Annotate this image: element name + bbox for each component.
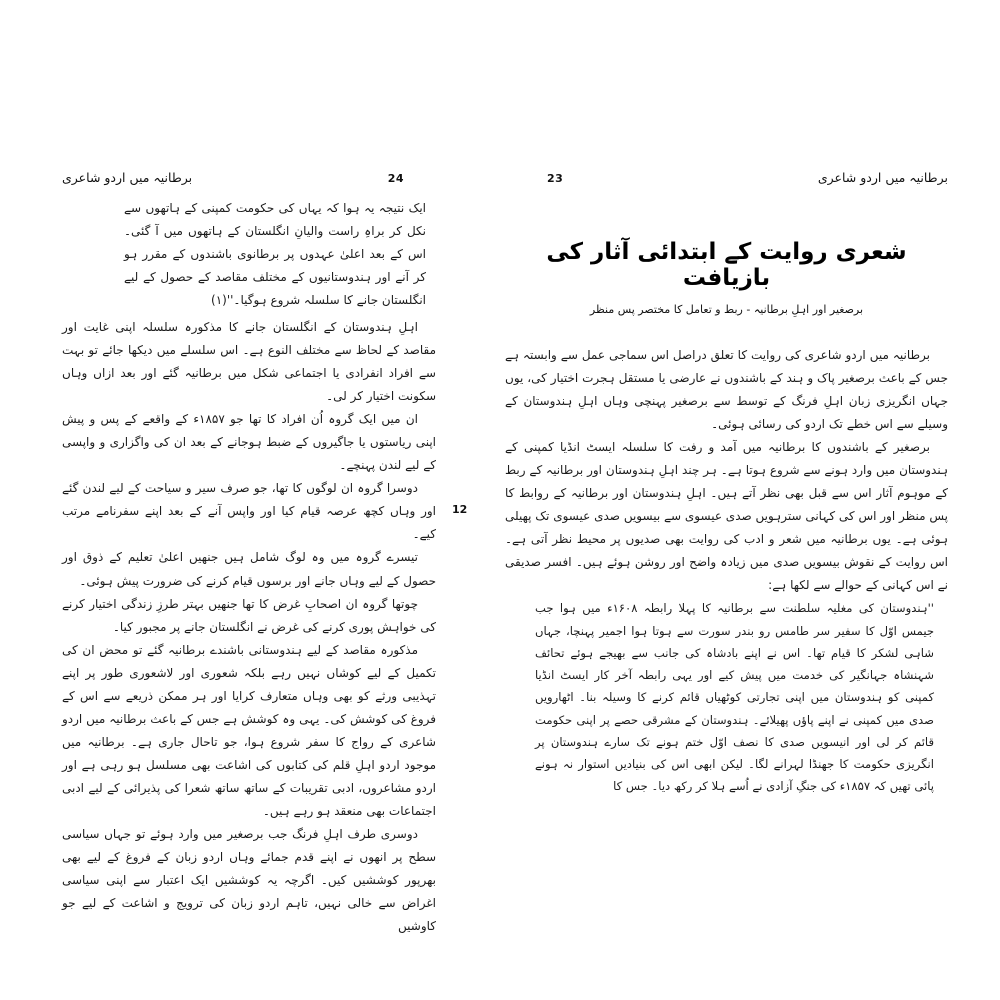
right-running-title: برطانیہ میں اردو شاعری	[817, 170, 948, 185]
paragraph: تیسرے گروہ میں وہ لوگ شامل ہیں جنھیں اعلیٰ تعلیم کے ذوق اور حصول کے لیے وہاں جانے اور برسوں قیام کرنے کی ضرورت پیش ہوئی۔	[62, 550, 436, 588]
left-page-number: 24	[387, 172, 404, 185]
paragraph: اہلِ ہندوستان کے انگلستان جانے کا مذکورہ سلسلہ اپنی غایت اور مقاصد کے لحاظ سے مختلف النوع ہے۔ اس سلسلے میں دیکھا جائے تو بہت سے افراد انفرادی یا اجتماعی شکل میں برطانیہ گئے اور بعد ازاں وہاں سکونت اختیار کر لی۔	[62, 320, 436, 404]
right-page	[505, 170, 948, 798]
section-number-marker: 12	[452, 503, 468, 516]
right-page-header	[505, 170, 948, 185]
paragraph: دوسری طرف اہلِ فرنگ جب برصغیر میں وارد ہوئے تو جہاں سیاسی سطح پر انھوں نے اپنے قدم جمائے وہاں اردو زبان کے فروغ کے لیے بھی بھرپور کوششیں کیں۔ اگرچہ یہ کوششیں ایک اعتبار سے اپنی سیاسی اغراض سے خالی نہیں، تاہم اردو زبان کی ترویج و اشاعت کے لیے جو کاوشیں	[62, 826, 436, 933]
paragraph: برطانیہ میں اردو شاعری کی روایت کا تعلق دراصل اس سماجی عمل سے وابستہ ہے جس کے باعث برصغیر پاک و ہند کے باشندوں نے عارضی یا مستقل ہجرت اختیار کی، یوں جہاں انگریزی زبان اہلِ فرنگ کے توسط سے برصغیر پہنچی وہاں اہلِ ہندوستان کے وسیلے سے اس خطے تک اردو کی رسائی ہوئی۔	[505, 348, 948, 432]
paragraph: چوتھا گروہ ان اصحابِ غرض کا تھا جنھیں بہتر طرزِ زندگی اختیار کرنے کی خواہش پوری کرنے کی غرض نے انگلستان جانے پر مجبور کیا۔	[62, 596, 436, 634]
left-page-body	[62, 197, 436, 938]
quote-block: ایک نتیجہ یہ ہوا کہ یہاں کی حکومت کمپنی کے ہاتھوں سے نکل کر براہِ راست والیانِ انگلستان کے ہاتھوں میں آ گئی۔ اس کے بعد اعلیٰ عہدوں پر برطانوی باشندوں کے مقرر ہو کر آنے اور ہندوستانیوں کے مختلف مقاصد کے حصول کے لیے انگلستان جانے کا سلسلہ شروع ہوگیا۔''(۱)	[124, 201, 426, 308]
paragraph: مذکورہ مقاصد کے لیے ہندوستانی باشندے برطانیہ گئے تو محض ان کی تکمیل کے لیے کوشاں نہیں رہے بلکہ شعوری اور لاشعوری طور پر اپنے تہذیبی ورثے کو بھی وہاں متعارف کرایا اور ہر ممکن ذریعے سے اس کے فروغ کی کوشش کی۔ یہی وہ کوشش ہے جس کے باعث برطانیہ میں اردو شاعری کے رواج کا سفر شروع ہوا، جو تاحال جاری ہے۔ برطانیہ میں موجود اردو اہلِ قلم کی کتابوں کی اشاعت بھی مسلسل ہو رہی ہے اور اردو مشاعروں، ادبی تقریبات کے ساتھ ساتھ شعرا کی پذیرائی کے لیے ادبی اجتماعات بھی منعقد ہو رہے ہیں۔	[62, 642, 436, 818]
left-page-header	[62, 170, 436, 185]
chapter-subtitle: برصغیر اور اہلِ برطانیہ - ربط و تعامل کا مختصر پس منظر	[589, 303, 864, 316]
right-page-number: 23	[547, 172, 564, 185]
paragraph: ان میں ایک گروہ اُن افراد کا تھا جو ۱۸۵۷ء کے واقعے کے پس و پیش اپنی ریاستوں یا جاگیروں کے ضبط ہوجانے کے بعد ان کی واگزاری و واپسی کے لیے لندن پہنچے۔	[62, 412, 436, 473]
left-running-title: برطانیہ میں اردو شاعری	[62, 170, 193, 185]
left-page	[62, 170, 436, 938]
chapter-title: شعری روایت کے ابتدائی آثار کی بازیافت	[546, 239, 907, 291]
right-page-body	[505, 344, 948, 798]
quote-block: ''ہندوستان کی مغلیہ سلطنت سے برطانیہ کا پہلا رابطہ ۱۶۰۸ء میں ہوا جب جیمس اوّل کا سفیر سر طامس رو بندر سورت سے ہوتا ہوا اجمیر پہنچا، جہاں شاہی لشکر کا قیام تھا۔ اس نے اپنے بادشاہ کی جانب سے بھیجے ہوئے تحائف شہنشاہ جہانگیر کی خدمت میں پیش کیے اور یہی رابطہ آخر کار ایسٹ انڈیا کمپنی کو ہندوستان میں اپنی تجارتی کوٹھیاں قائم کرنے کا وسیلہ بنا۔ اٹھارویں صدی میں کمپنی نے اپنے پاؤں پھیلائے۔ ہندوستان کے مشرقی حصے پر اپنی حکومت قائم کر لی اور انیسویں صدی کا نصف اوّل ختم ہونے تک سارے ہندوستان پر انگریزی حکومت کا جھنڈا لہرانے لگا۔ لیکن ابھی اس کی بنیادیں استوار نہ ہونے پائی تھیں کہ ۱۸۵۷ء کی جنگِ آزادی نے اُسے ہلا کر رکھ دیا۔ جس کا	[535, 601, 934, 794]
paragraph: برصغیر کے باشندوں کا برطانیہ میں آمد و رفت کا سلسلہ ایسٹ انڈیا کمپنی کے ہندوستان میں وارد ہونے سے شروع ہوتا ہے۔ ہر چند اہلِ ہندوستان اور برطانیہ کے ربط کے موہوم آثار اس سے قبل بھی نظر آتے ہیں۔ اہلِ ہندوستان اور برطانیہ کے روابط کا پس منظر اور اس کی کہانی سترہویں صدی عیسوی سے بیسویں صدی عیسوی تک پھیلی ہوئی ہے۔ یوں برطانیہ میں شعر و ادب کی روایت بھی صدیوں پر محیط نظر آتی ہے۔ اس روایت کے نقوش بیسویں صدی میں زیادہ واضح اور روشن ہوئے ہیں۔ افسر صدیقی نے اس کہانی کے حوالے سے لکھا ہے:	[505, 440, 948, 593]
paragraph: دوسرا گروہ ان لوگوں کا تھا، جو صرف سیر و سیاحت کے لیے لندن گئے اور وہاں کچھ عرصہ قیام کیا اور واپس آنے کے بعد اپنے سفرنامے مرتب کیے۔	[62, 481, 436, 542]
